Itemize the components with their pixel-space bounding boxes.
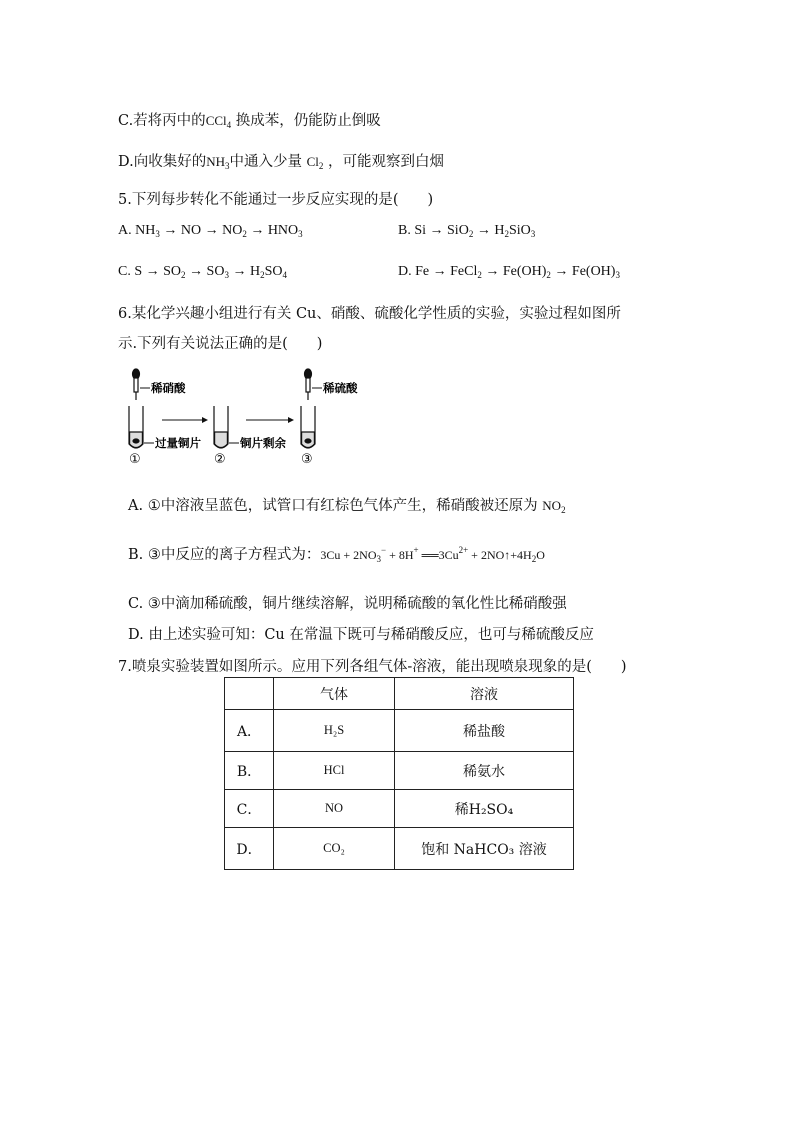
tube-number-1: ① <box>129 452 141 467</box>
q7-stem: 7.喷泉实验装置如图所示。应用下列各组气体-溶液，能出现喷泉现象的是( ) <box>118 659 627 675</box>
test-tube-3 <box>301 406 315 448</box>
tube-number-3: ③ <box>301 452 313 467</box>
table-row: D． CO₂ 饱和 NaHCO₃ 溶液 <box>225 828 574 870</box>
q6-option-d: D. 由上述实验可知：Cu 在常温下既可与稀硝酸反应，也可与稀硫酸反应 <box>128 627 594 643</box>
q6-stem-line1: 6.某化学兴趣小组进行有关 Cu、硝酸、硫酸化学性质的实验，实验过程如图所 <box>118 306 621 322</box>
label-copper-remaining: 铜片剩余 <box>240 436 286 450</box>
q5-stem: 5.下列每步转化不能通过一步反应实现的是( ) <box>118 192 434 208</box>
q5-option-d: D. Fe → FeCl$_2$ → $Fe(OH)_2 \to Fe(OH)_3$ <box>398 264 620 280</box>
q5-option-c: C. $S \to SO_2 \to SO_3 \to H_2SO_4$ <box>118 264 287 280</box>
q4-option-c: C.若将丙中的CCl$_4$ 换成苯，仍能防止倒吸 <box>118 113 381 130</box>
table-header-row: 气体 溶液 <box>225 678 574 710</box>
experiment-figure <box>118 366 378 472</box>
test-tube-2 <box>214 406 228 448</box>
q6-option-a: A. ①中溶液呈蓝色，试管口有红棕色气体产生，稀硝酸被还原为 $NO_2$ <box>128 498 566 515</box>
q6-option-c: C. ③中滴加稀硫酸，铜片继续溶解，说明稀硫酸的氧化性比稀硝酸强 <box>128 596 567 612</box>
dropper-icon <box>133 369 140 400</box>
q5-option-b: B. $Si \to SiO_2 \to H_2SiO_3$ <box>398 223 536 239</box>
q6-stem-line2: 示.下列有关说法正确的是( ) <box>118 336 323 352</box>
table-row: C． NO 稀H₂SO₄ <box>225 790 574 828</box>
table-row: B． HCl 稀氨水 <box>225 752 574 790</box>
table-row: A． H₂S 稀盐酸 <box>225 710 574 752</box>
test-tube-1 <box>129 406 143 448</box>
label-dilute-sulfuric-acid: 稀硫酸 <box>323 381 358 395</box>
q7-table <box>224 677 574 870</box>
q5-option-a: A. $NH_3$ → NO → $NO_2 \to HNO_3$ <box>118 223 303 239</box>
label-dilute-nitric-acid: 稀硝酸 <box>151 381 186 395</box>
q6-option-b: B. ③中反应的离子方程式为：$3Cu + 2NO_3^- + 8H^+$ $══3Cu^{2+}$ + $2NO↑+4H_2O$ <box>128 545 545 564</box>
label-excess-copper: 过量铜片 <box>155 436 201 450</box>
tube-number-2: ② <box>214 452 226 467</box>
q4-option-d: D.向收集好的$NH_3$中通入少量 $Cl_2$ ，可能观察到白烟 <box>118 154 445 171</box>
